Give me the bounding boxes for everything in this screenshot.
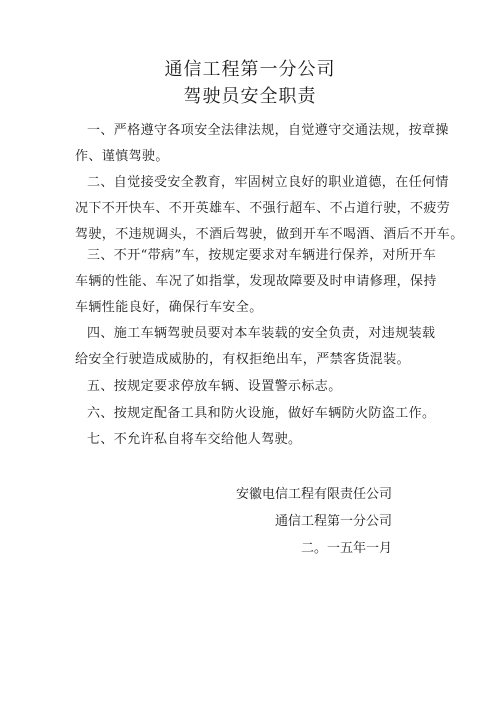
clause-4	[75, 321, 437, 373]
clause-line: 一、严格遵守各项安全法律法规，自觉遵守交通法规，按章操	[87, 123, 449, 138]
clause-line: 给安全行驶造成威胁的，有权拒绝出车，严禁客货混装。	[75, 352, 411, 367]
clause-line: 七、不允许私自将车交给他人驾驶。	[87, 432, 302, 447]
signature-date: 二。一五年一月	[300, 541, 392, 556]
clause-line: 况下不开快车、不开英雄车、不强行超车、不占道行驶，不疲劳	[75, 201, 451, 216]
signature-branch: 通信工程第一分公司	[274, 514, 392, 529]
clause-2	[75, 170, 464, 248]
clause-1	[75, 118, 449, 170]
clause-line: 车辆性能良好，确保行车安全。	[75, 300, 263, 315]
clause-line: 三、不开“带病”车，按规定要求对车辆进行保养，对所开车	[87, 248, 437, 263]
clause-5	[75, 374, 437, 400]
clause-line: 作、谨慎驾驶。	[75, 149, 169, 164]
clause-3	[75, 243, 437, 321]
clause-line: 六、按规定配备工具和防火设施，做好车辆防火防盗工作。	[87, 406, 436, 421]
company-title: 通信工程第一分公司	[164, 59, 336, 80]
document-title: 驾驶员安全职责	[183, 86, 317, 107]
clause-7	[75, 427, 437, 453]
clause-6	[75, 401, 437, 427]
clause-line: 二、自觉接受安全教育，牢固树立良好的职业道德，在任何情	[87, 175, 449, 190]
clause-line: 驾驶，不违规调头，不酒后驾驶，做到开车不喝酒、酒后不开车。	[75, 227, 464, 242]
clause-line: 五、按规定要求停放车辆、设置警示标志。	[87, 379, 342, 394]
clause-line: 车辆的性能、车况了如指掌，发现故障要及时申请修理，保持	[75, 274, 437, 289]
signature-company: 安徽电信工程有限责任公司	[235, 487, 392, 502]
clause-line: 四、施工车辆驾驶员要对本车装载的安全负责，对违规装载	[87, 326, 436, 341]
